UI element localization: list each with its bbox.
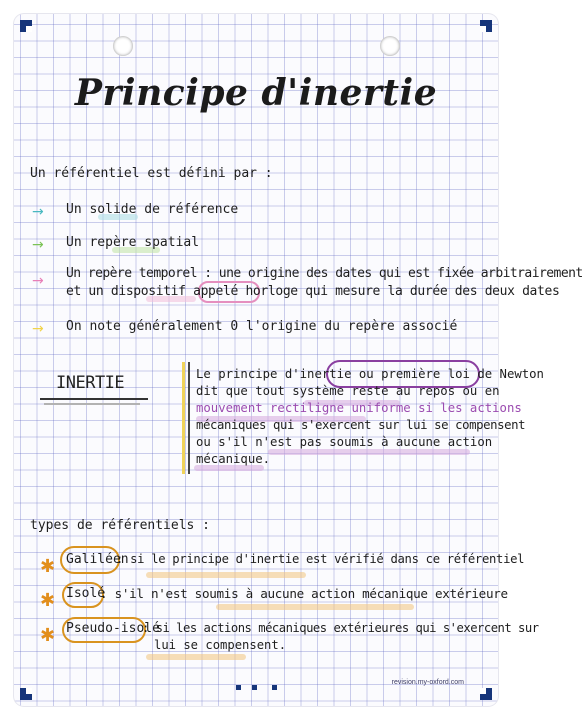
corner-mark-bottom-left <box>20 688 32 700</box>
desc-isole: : s'il n'est soumis à aucune action mécanique extérieure <box>100 586 508 601</box>
heading-underline-2 <box>44 403 140 405</box>
intro-text: Un référentiel est défini par : <box>30 166 273 181</box>
footer-dot <box>252 685 257 690</box>
desc-pseudo-isole-line-1: : si les actions mécaniques extérieures qui s'exercent sur <box>142 621 539 635</box>
highlight-stroke <box>146 654 246 660</box>
inertie-line-3: mouvement rectiligne uniforme si les actions <box>196 401 522 415</box>
vertical-bar-dark <box>188 362 190 474</box>
inertie-line-5: ou s'il n'est pas soumis à aucune action <box>196 435 493 449</box>
heading-underline <box>40 398 148 400</box>
highlight-stroke <box>268 449 470 455</box>
binder-hole-left <box>113 36 133 56</box>
list-item-3-line-2: et un dispositif appelé horloge qui mesure la durée des deux dates <box>66 284 560 299</box>
desc-galileen: : si le principe d'inertie est vérifié dans ce référentiel <box>116 552 525 566</box>
corner-mark-top-left <box>20 20 32 32</box>
star-icon: ✱ <box>40 556 56 577</box>
arrow-icon-pink: → <box>32 273 44 289</box>
arrow-icon-yellow: → <box>32 321 44 337</box>
inertie-line-6: mécanique. <box>196 452 271 466</box>
footer-url: revision.my-oxford.com <box>391 679 464 686</box>
inertie-line-1: Le principe d'inertie ou première loi de Newton <box>196 367 544 381</box>
inertie-line-2: dit que tout système reste au repos ou en <box>196 384 500 398</box>
highlight-stroke <box>146 572 306 578</box>
highlight-stroke <box>216 604 414 610</box>
star-icon: ✱ <box>40 590 56 611</box>
inertie-heading: INERTIE <box>56 373 125 393</box>
star-icon: ✱ <box>40 625 56 646</box>
list-item-2: Un repère spatial <box>66 235 200 250</box>
inertie-line-4: mécaniques qui s'exercent sur lui se compensent <box>196 418 526 432</box>
desc-pseudo-isole-line-2: lui se compensent. <box>154 638 287 652</box>
arrow-icon-green: → <box>32 237 44 253</box>
list-item-4: On note généralement 0 l'origine du repère associé <box>66 319 458 334</box>
term-isole: Isolé <box>66 586 106 601</box>
list-item-3-line-1: Un repère temporel : une origine des dates qui est fixée arbitrairement <box>66 266 583 281</box>
vertical-bar-yellow <box>182 362 185 474</box>
corner-mark-bottom-right <box>480 688 492 700</box>
list-item-1: Un solide de référence <box>66 202 239 217</box>
term-galileen: Galiléen <box>66 552 129 567</box>
page-title: Principe d'inertie <box>74 72 438 114</box>
footer-dot <box>272 685 277 690</box>
corner-mark-top-right <box>480 20 492 32</box>
footer-dot <box>236 685 241 690</box>
term-pseudo-isole: Pseudo-isolé <box>66 621 160 636</box>
binder-hole-right <box>380 36 400 56</box>
types-heading: types de référentiels : <box>30 518 211 533</box>
arrow-icon-teal: → <box>32 204 44 220</box>
